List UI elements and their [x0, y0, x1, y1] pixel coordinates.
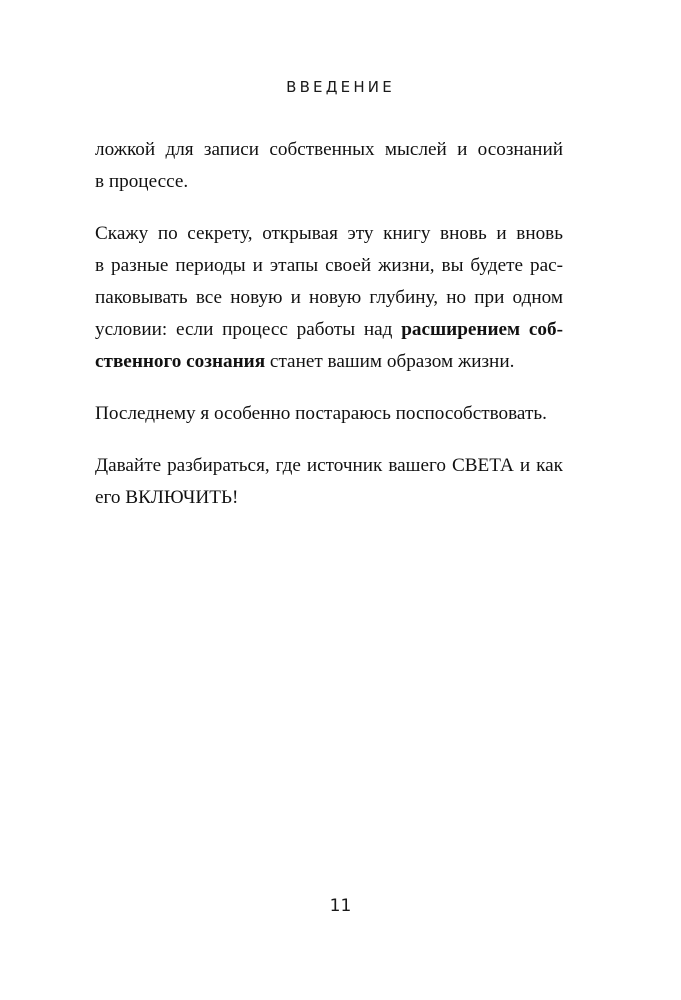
text-run: условии: если процесс работы над [95, 319, 402, 340]
text-line: его ВКЛЮЧИТЬ! [95, 487, 239, 508]
text-line: Давайте разбираться, где источник вашего СВЕТА и как [95, 455, 563, 476]
text-line [95, 314, 563, 346]
paragraph-4 [95, 450, 563, 514]
page-body [95, 134, 563, 534]
paragraph-1 [95, 134, 563, 198]
text-line: ложкой для записи собственных мыслей и осознаний [95, 139, 563, 160]
paragraph-2 [95, 218, 563, 378]
text-line: паковывать все новую и новую глубину, но при одном [95, 287, 563, 308]
text-line: Последнему я особенно постараюсь поспособствовать. [95, 403, 547, 424]
running-head: ВВЕДЕНИЕ [286, 78, 395, 96]
bold-phrase: ственного сознания [95, 351, 266, 372]
text-line [95, 346, 563, 378]
text-line: Скажу по секрету, открывая эту книгу вновь и вновь [95, 223, 563, 244]
text-line: в разные периоды и этапы своей жизни, вы будете рас- [95, 255, 563, 276]
bold-phrase: расширением соб- [401, 319, 563, 340]
paragraph-3 [95, 398, 563, 430]
page-number: 11 [329, 896, 352, 916]
text-line: в процессе. [95, 171, 189, 192]
text-run: станет вашим образом жизни. [265, 351, 515, 372]
